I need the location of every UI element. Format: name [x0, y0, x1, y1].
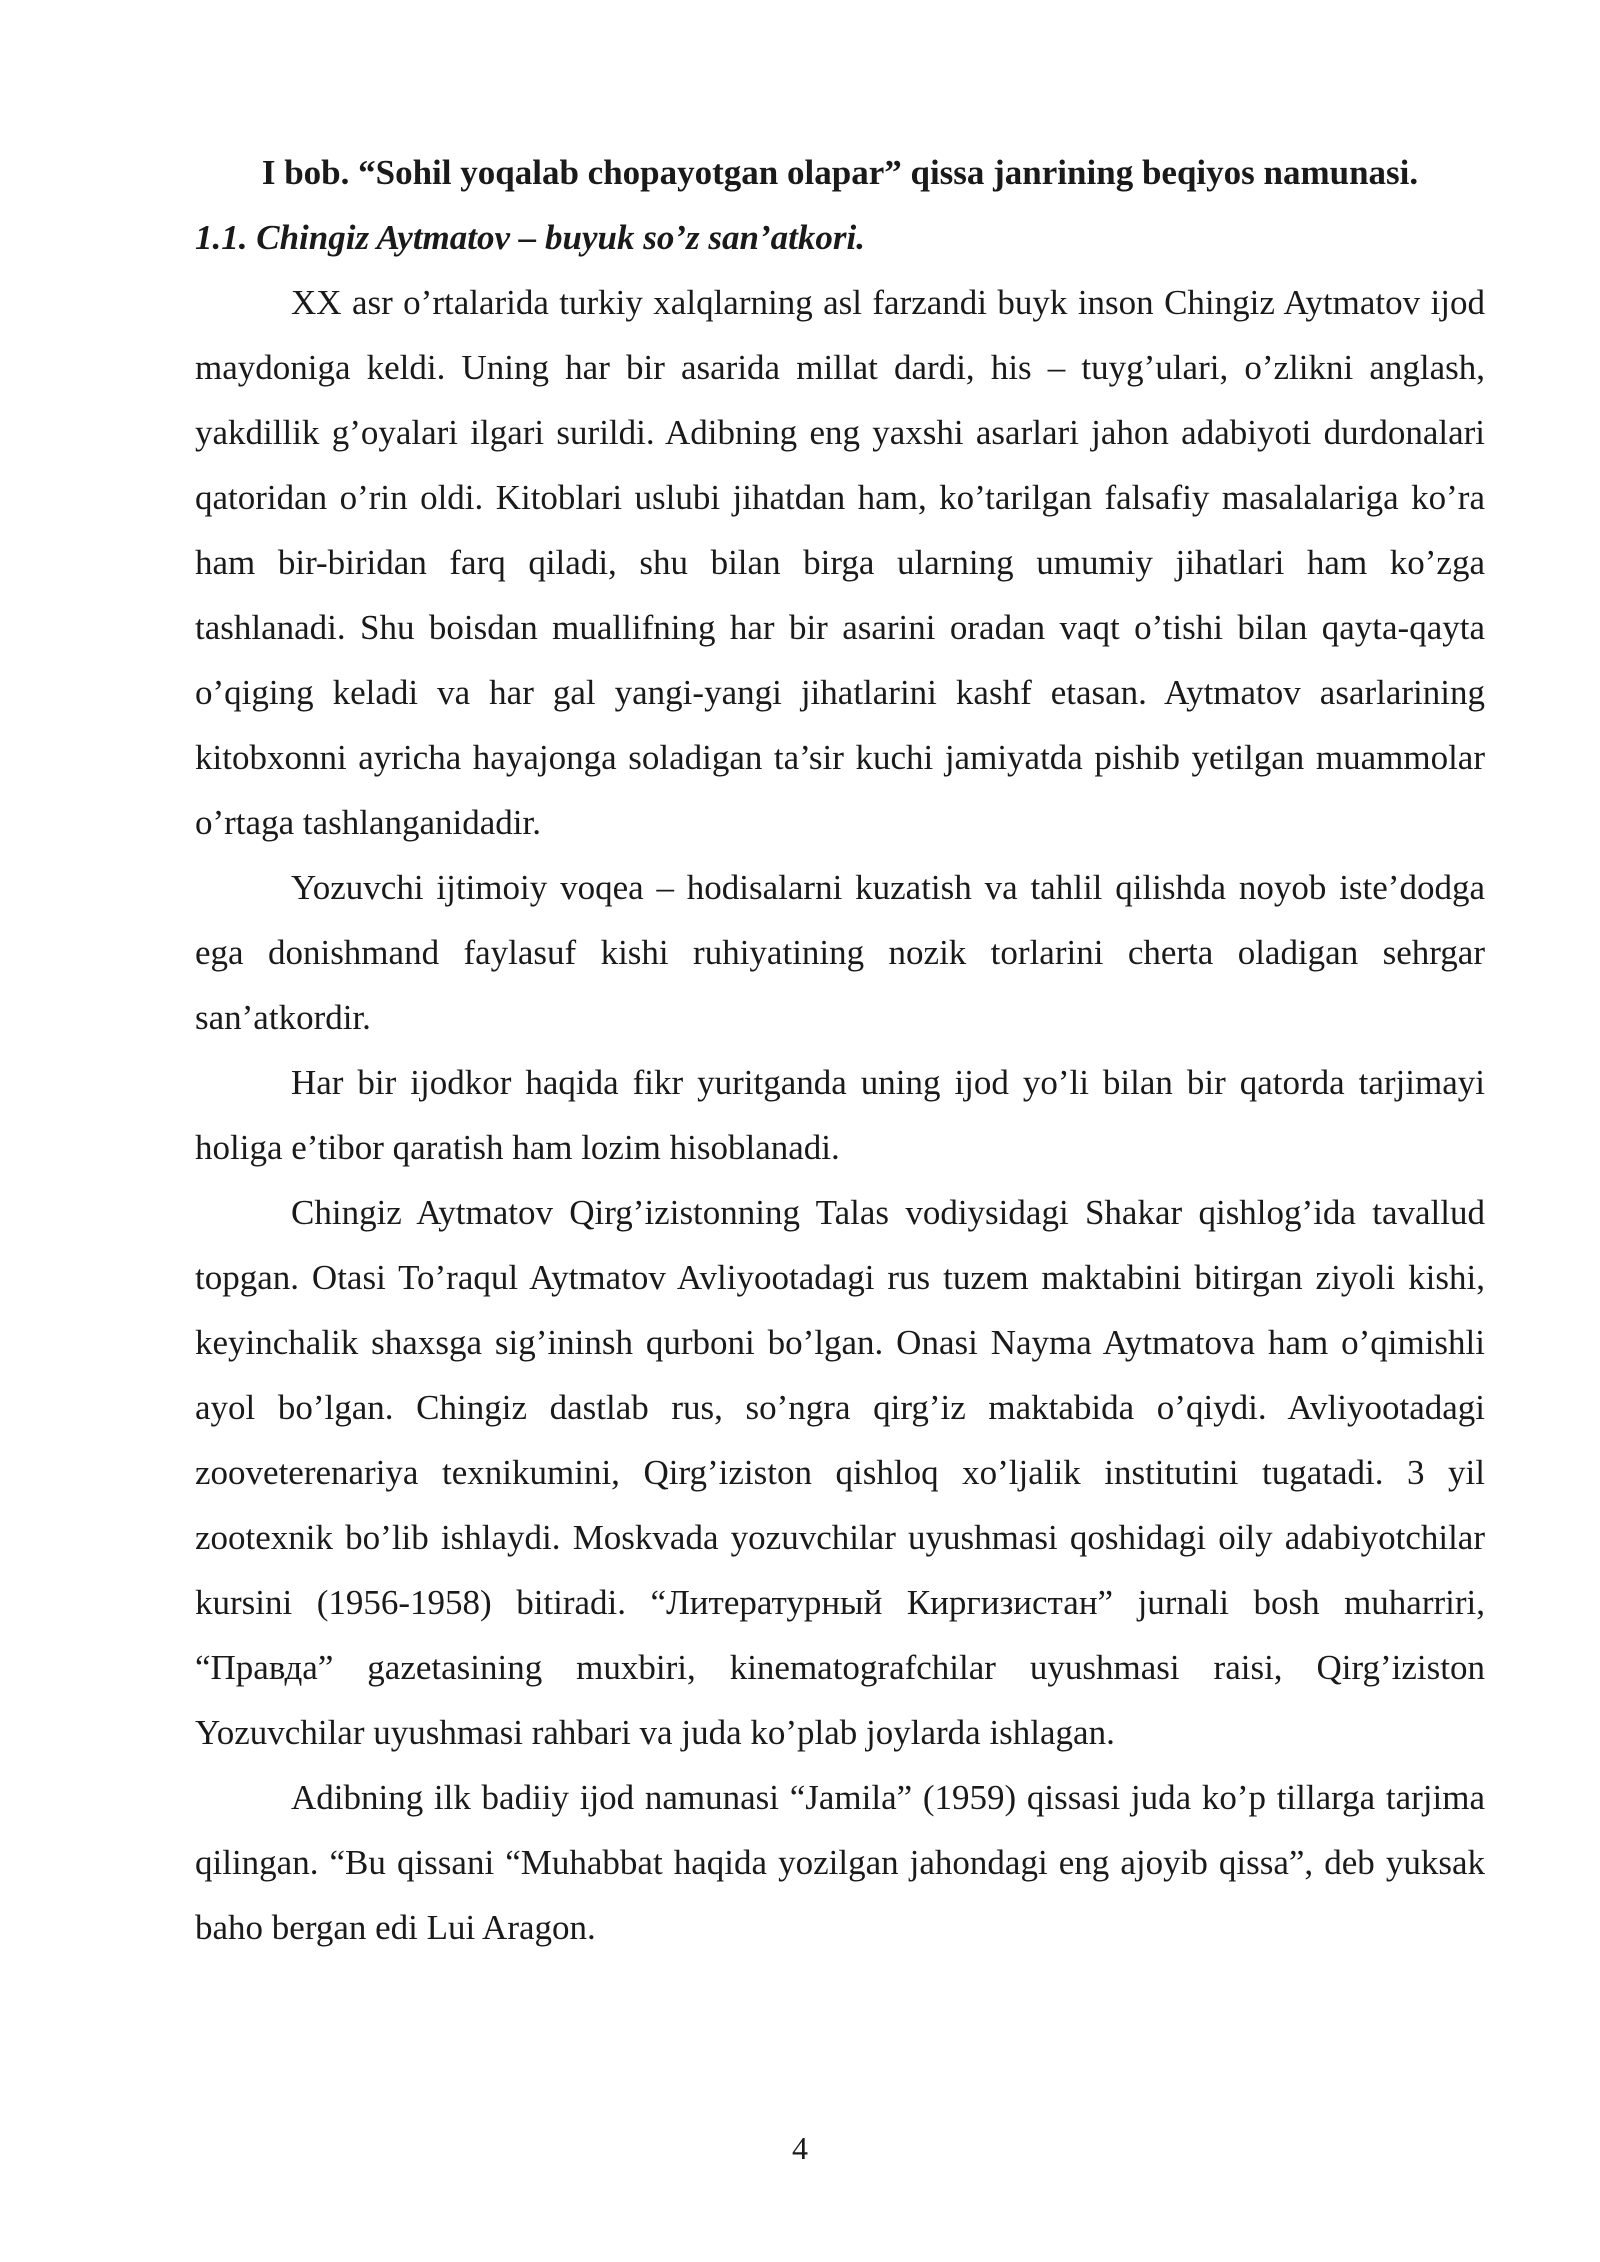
chapter-title: I bob. “Sohil yoqalab chopayotgan olapar” qissa janrining beqiyos namunasi. — [261, 153, 1419, 192]
paragraph-biography-note: Har bir ijodkor haqida fikr yuritganda uning ijod yo’li bilan bir qatorda tarjimayi holiga e’tibor qaratish ham lozim hisoblanadi. — [195, 1063, 1485, 1167]
page-number: 4 — [792, 2130, 808, 2166]
paragraph-jamila: Adibning ilk badiiy ijod namunasi “Jamila” (1959) qissasi juda ko’p tillarga tarjima qilingan. “Bu qissani “Muhabbat haqida yozilgan jahondagi eng ajoyib qissa”, deb yuksak baho bergan edi Lui Aragon. — [195, 1778, 1485, 1947]
section-title: 1.1. Chingiz Aytmatov – buyuk so’z san’atkori. — [195, 218, 865, 257]
paragraph-writer: Yozuvchi ijtimoiy voqea – hodisalarni kuzatish va tahlil qilishda noyob iste’dodga ega donishmand faylasuf kishi ruhiyatining nozik torlarini cherta oladigan sehrgar san’atkordir. — [195, 868, 1485, 1037]
paragraph-biography: Chingiz Aytmatov Qirg’izistonning Talas vodiysidagi Shakar qishlog’ida tavallud topgan. Otasi To’raqul Aytmatov Avliyootadagi rus tuzem maktabini bitirgan ziyoli kishi, keyinchalik shaxsga sig’ininsh qurboni bo’lgan. Onasi Nayma Aytmatova ham o’qimishli ayol bo’lgan. Chingiz dastlab rus, so’ngra qirg’iz maktabida o’qiydi. Avliyootadagi zooveterenariya texnikumini, Qirg’iziston qishloq xo’ljalik institutini tugatadi. 3 yil zootexnik bo’lib ishlaydi. Moskvada yozuvchilar uyushmasi qoshidagi oily adabiyotchilar kursini (1956-1958) bitiradi. “Литературный Киргизистан” jurnali bosh muharriri, “Правда” gazetasining muxbiri, kinematografchilar uyushmasi raisi, Qirg’iziston Yozuvchilar uyushmasi rahbari va juda ko’plab joylarda ishlagan. — [195, 1193, 1485, 1752]
paragraph-intro: XX asr o’rtalarida turkiy xalqlarning asl farzandi buyk inson Chingiz Aytmatov ijod maydoniga keldi. Uning har bir asarida millat dardi, his – tuyg’ulari, o’zlikni anglash, yakdillik g’oyalari ilgari surildi. Adibning eng yaxshi asarlari jahon adabiyoti durdonalari qatoridan o’rin oldi. Kitoblari uslubi jihatdan ham, ko’tarilgan falsafiy masalalariga ko’ra ham bir-biridan farq qiladi, shu bilan birga ularning umumiy jihatlari ham ko’zga tashlanadi. Shu boisdan muallifning har bir asarini oradan vaqt o’tishi bilan qayta-qayta o’qiging keladi va har gal yangi-yangi jihatlarini kashf etasan. Aytmatov asarlarining kitobxonni ayricha hayajonga soladigan ta’sir kuchi jamiyatda pishib yetilgan muammolar o’rtaga tashlanganidadir. — [195, 283, 1485, 842]
document-page — [195, 140, 1485, 1960]
